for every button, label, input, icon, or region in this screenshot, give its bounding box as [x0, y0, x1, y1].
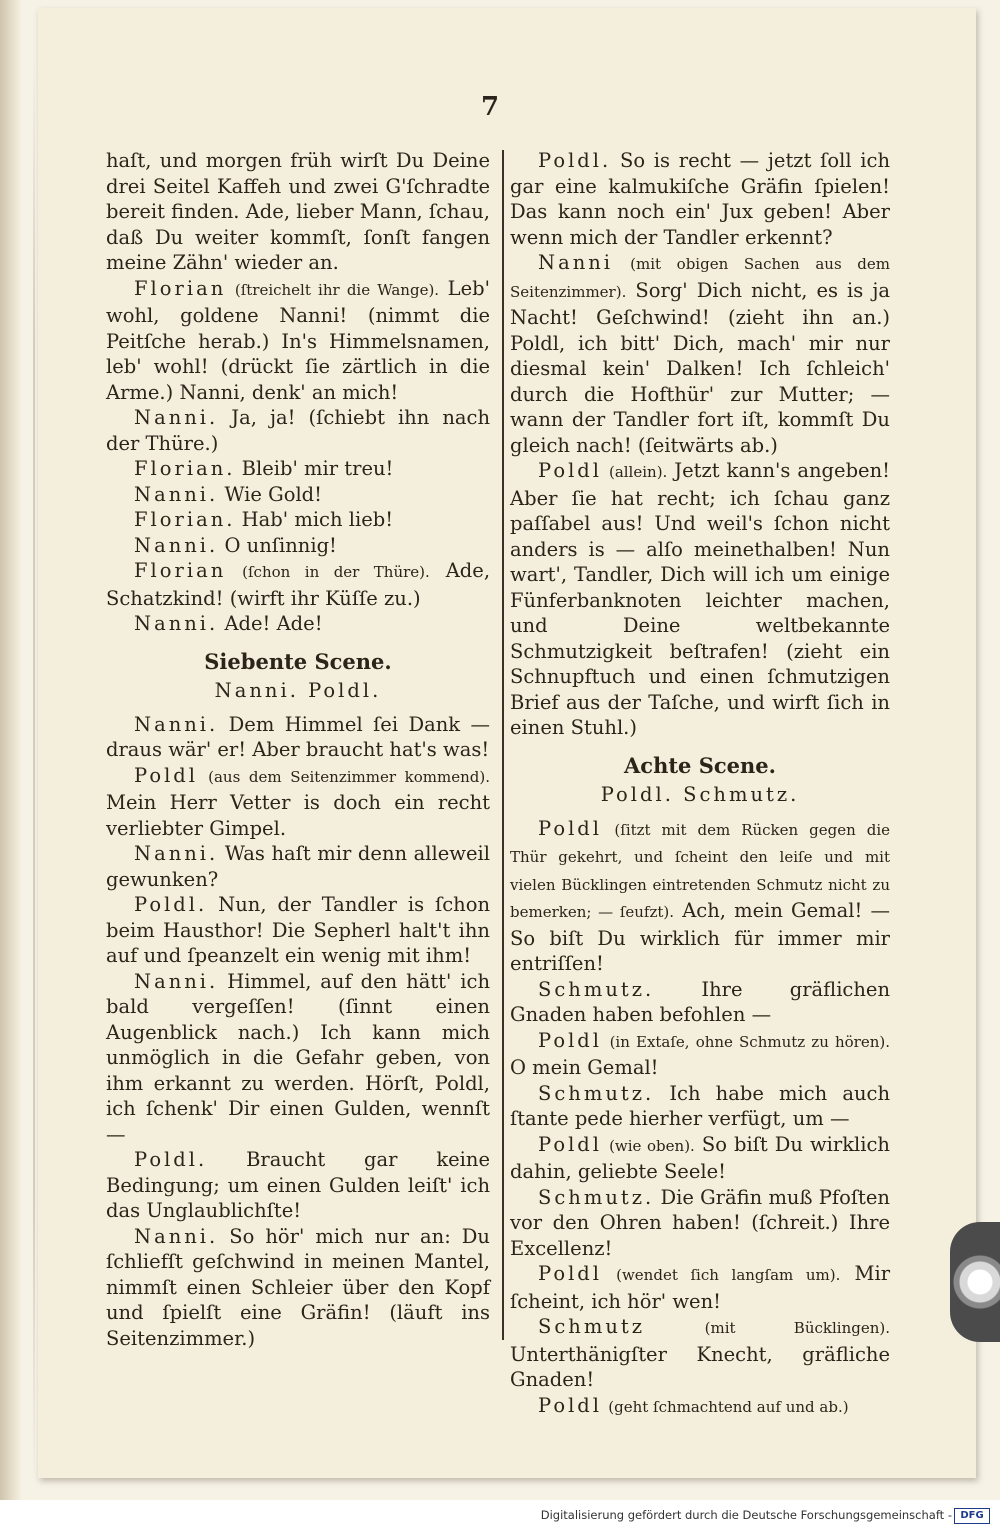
dialogue-text: So biſt Du wirklich dahin, geliebte Seele! [510, 1132, 890, 1183]
dialogue-text: Nun, der Tandler is ſchon beim Hausthor! Die Sepherl halt't ihn auf und ſpeanzelt ein wenig mit ihm! [106, 893, 491, 967]
dialogue-paragraph [106, 456, 490, 482]
right-column [510, 148, 890, 1420]
dialogue-text: So hör' mich nur an: Du ſchliefſt geſchwind in meinen Mantel, nimmſt einen Schleier über den Kopf und ſpielſt eine Gräfin! (läuft ins Seitenzimmer.) [106, 1224, 490, 1350]
dialogue-paragraph [510, 1081, 890, 1132]
dialogue-text: Mir ſcheint, ich hör' wen! [510, 1262, 891, 1313]
dialogue-paragraph [510, 148, 890, 250]
dialogue-text: Braucht gar keine Bedingung; um einen Gulden leiſt' ich das Unglaublichſte! [106, 1148, 491, 1222]
stage-direction: (ſitzt mit dem Rücken gegen die Thür gekehrt, und ſcheint den leiſe und mit vielen Bücklingen eintretenden Schmutz nicht zu bemerken; — ſeufzt). [510, 820, 890, 921]
dialogue-paragraph [106, 611, 490, 637]
speaker-name: Florian [134, 276, 227, 300]
left-column [106, 148, 490, 1351]
dialogue-text: haſt, und morgen früh wirſt Du Deine drei Seitel Kaffeh und zwei G'ſchradte bereit finden. Ade, lieber Mann, ſchau, daß Du weiter kommſt, ſonſt fangen meine Zähn' wieder an. [106, 149, 490, 274]
speaker-name: Poldl. [134, 893, 208, 916]
dialogue-paragraph [106, 1224, 490, 1352]
stage-direction: (geht ſchmachtend auf und ab.) [608, 1397, 849, 1416]
dialogue-text: Ade! Ade! [224, 612, 323, 635]
dialogue-paragraph [510, 250, 890, 458]
stage-direction: (wie oben). [609, 1136, 695, 1155]
speaker-name: Schmutz [538, 1315, 645, 1338]
dialogue-paragraph [106, 482, 490, 508]
speaker-name: Nanni. [134, 1224, 219, 1248]
right-dialogue-block [510, 148, 890, 741]
dialogue-text: Ihre gräflichen Gnaden haben befohlen — [510, 977, 891, 1026]
speaker-name: Nanni. [134, 406, 219, 429]
dialogue-text: Hab' mich lieb! [241, 508, 394, 531]
left-dialogue-block-2 [106, 712, 490, 1352]
stage-direction: (mit obigen Sachen aus dem Seitenzimmer). [510, 255, 890, 301]
dialogue-paragraph [106, 507, 490, 533]
binder-clip [950, 1222, 1000, 1342]
left-dialogue-block [106, 148, 490, 637]
speaker-name: Nanni. [134, 533, 219, 557]
speaker-name: Nanni. [134, 842, 219, 865]
dfg-logo: DFG [954, 1508, 990, 1524]
dialogue-text: Jetzt kann's angeben! Aber ſie hat recht; ich ſchau ganz paſſabel aus! Und weil's ſchon nicht anders is — alſo meinethalben! Nun wart', Tandler, Dich will ich um einige Fünferbanknoten leichter machen, und Deine weltbekannte Schmutzigkeit beſtrafen! (zieht ein Schnupftuch und einen ſchmutzigen Brief aus der Taſche, und wirft ſich in einen Stuhl.) [510, 459, 890, 739]
speaker-name: Poldl [538, 459, 603, 482]
dialogue-text: So is recht — jetzt ſoll ich gar eine kalmukiſche Gräfin ſpielen! Das kann noch ein' Jux geben! Aber wenn mich der Tandler erkennt? [510, 149, 891, 249]
speaker-name: Poldl. [134, 1148, 208, 1171]
dialogue-text: Ja, ja! (ſchiebt ihn nach der Thüre.) [106, 406, 490, 455]
dialogue-text: Ade, Schatzkind! (wirft ihr Küſſe zu.) [106, 559, 491, 610]
dialogue-text: Mein Herr Vetter is doch ein recht verliebter Gimpel. [106, 791, 490, 840]
speaker-name: Poldl [134, 763, 199, 787]
dialogue-paragraph [106, 276, 490, 406]
dialogue-paragraph [510, 977, 890, 1028]
scene-seven-characters: Nanni. Poldl. [214, 679, 382, 702]
dialogue-paragraph [106, 558, 490, 611]
dialogue-paragraph [510, 1314, 890, 1393]
stage-direction: (aus dem Seitenzimmer kommend). [208, 767, 490, 786]
binding-edge [0, 0, 22, 1527]
dialogue-paragraph [510, 1132, 890, 1185]
dialogue-text: Dem Himmel ſei Dank — draus wär' er! Aber braucht hat's was! [106, 712, 490, 761]
dialogue-paragraph [106, 148, 490, 276]
dialogue-text: Wie Gold! [224, 482, 323, 506]
stage-direction: (allein). [608, 463, 668, 481]
dialogue-paragraph [510, 1261, 890, 1314]
stage-direction: (wendet ſich langſam um). [616, 1266, 841, 1284]
dialogue-text: Was haſt mir denn alleweil gewunken? [106, 842, 491, 891]
dialogue-paragraph [510, 1393, 890, 1421]
dialogue-paragraph [106, 892, 490, 969]
speaker-name: Poldl [538, 1132, 603, 1156]
dialogue-text: Ich habe mich auch ſtante pede hierher verfügt, um — [510, 1081, 891, 1130]
page-number: 7 [480, 92, 500, 122]
speaker-name: Nanni. [134, 482, 219, 506]
fold-line [33, 60, 35, 1480]
right-dialogue-block-2 [510, 816, 890, 1421]
dialogue-paragraph [510, 1028, 890, 1081]
dialogue-text: Die Gräfin muß Pfoſten vor den Ohren haben! (ſchreit.) Ihre Excellenz! [510, 1185, 890, 1260]
speaker-name: Florian [134, 559, 227, 582]
dialogue-paragraph [510, 816, 890, 977]
speaker-name: Nanni [538, 251, 614, 274]
speaker-name: Florian. [134, 457, 236, 480]
stage-direction: (in Extaſe, ohne Schmutz zu hören). [609, 1032, 890, 1051]
dialogue-paragraph [106, 405, 490, 456]
dialogue-text: Unterthänigſter Knecht, gräfliche Gnaden! [510, 1342, 890, 1391]
speaker-name: Poldl [538, 1393, 603, 1417]
column-divider [502, 150, 504, 1340]
speaker-name: Florian. [134, 508, 236, 531]
speaker-name: Poldl. [538, 149, 612, 172]
speaker-name: Schmutz. [538, 1185, 655, 1209]
dialogue-text: Bleib' mir treu! [241, 457, 394, 480]
dialogue-text: Leb' wohl, goldene Nanni! (nimmt die Peitſche herab.) In's Himmelsnamen, leb' wohl! (drückt ſie zärtlich in die Arme.) Nanni, denk' an mich! [106, 276, 490, 404]
dialogue-text: Sorg' Dich nicht, es is ja Nacht! Geſchwind! (zieht ihn an.) Poldl, ich bitt' Dich, mach' mir nur diesmal kein' Dalken! Ich ſchleich' durch die Hofthür' zur Mutter; — wann der Tandler fort iſt, kommſt Du gleich nach! (ſeitwärts ab.) [510, 278, 890, 457]
dialogue-paragraph [106, 712, 490, 763]
dialogue-text: O mein Gemal! [510, 1056, 659, 1079]
speaker-name: Poldl [538, 1028, 603, 1052]
footer-credit: Digitalisierung gefördert durch die Deutsche Forschungsgemeinschaft - [540, 1508, 952, 1522]
dialogue-paragraph [106, 841, 490, 892]
speaker-name: Schmutz. [538, 977, 655, 1001]
stage-direction: (mit Bücklingen). [704, 1319, 890, 1337]
speaker-name: Nanni. [134, 712, 219, 736]
speaker-name: Nanni. [134, 612, 219, 635]
scene-eight-characters: Poldl. Schmutz. [600, 783, 800, 806]
scene-eight-title: Achte Scene. [624, 752, 776, 778]
dialogue-text: Ach, mein Gemal! — So biſt Du wirklich für immer mir entriſſen! [510, 899, 890, 975]
stage-direction: (ſtreichelt ihr die Wange). [234, 280, 440, 299]
speaker-name: Nanni. [134, 969, 219, 993]
scene-seven-title: Siebente Scene. [204, 648, 392, 674]
dialogue-paragraph [510, 1185, 890, 1262]
dialogue-paragraph [106, 533, 490, 559]
dialogue-text: O unſinnig! [224, 533, 337, 557]
dialogue-paragraph [106, 969, 490, 1148]
speaker-name: Poldl [538, 816, 603, 840]
speaker-name: Poldl [538, 1262, 603, 1285]
dialogue-paragraph [510, 458, 890, 741]
dialogue-paragraph [106, 763, 490, 842]
stage-direction: (ſchon in der Thüre). [242, 563, 430, 581]
dialogue-paragraph [106, 1147, 490, 1224]
dialogue-text: Himmel, auf den hätt' ich bald vergeſſen! (ſinnt einen Augenblick nach.) Ich kann mich unmöglich in die Gefahr geben, von ihm erkannt zu werden. Hörſt, Poldl, ich ſchenk' Dir einen Gulden, wennſt — [106, 969, 490, 1146]
speaker-name: Schmutz. [538, 1081, 655, 1105]
